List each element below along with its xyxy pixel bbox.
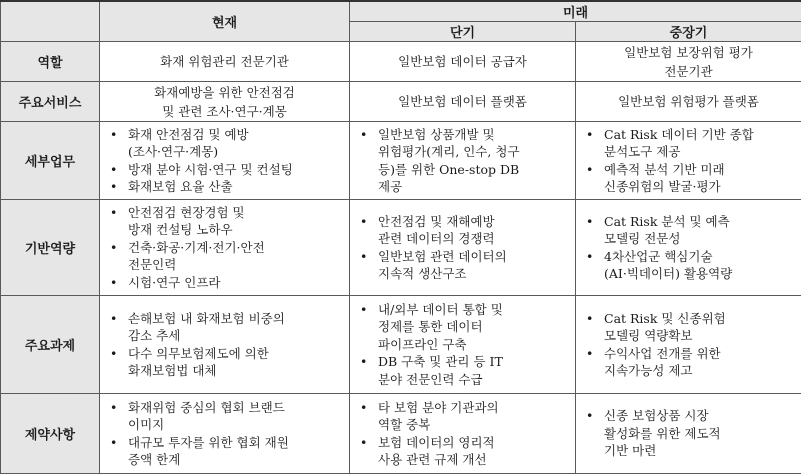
list-item: • DB 구축 및 관리 등 IT 분야 전문인력 수급 xyxy=(350,353,571,388)
header-current: 현재 xyxy=(100,1,350,42)
corner-cell xyxy=(1,1,100,42)
list-item: • 내/외부 데이터 통합 및 정제를 통한 데이터 파이프라인 구축 xyxy=(350,301,571,354)
row-label-role: 역할 xyxy=(1,42,100,82)
tasks-mid xyxy=(576,122,801,200)
table-row xyxy=(1,296,801,394)
list-item: • 시험·연구 인프라 xyxy=(100,274,345,292)
list-item: • 4차산업군 핵심기술 (AI·빅데이터) 활용역량 xyxy=(576,248,797,283)
challenges-short xyxy=(350,296,576,394)
tasks-current xyxy=(100,122,350,200)
service-short: 일반보험 데이터 플랫폼 xyxy=(350,82,576,122)
list-item: • 일반보험 관련 데이터의 지속적 생산구조 xyxy=(350,248,571,283)
row-label-tasks: 세부업무 xyxy=(1,122,100,200)
service-mid: 일반보험 위험평가 플랫폼 xyxy=(576,82,801,122)
list-item: • 안전점검 및 재해예방 관련 데이터의 경쟁력 xyxy=(350,213,571,248)
list-item: • 일반보험 상품개발 및 위험평가(계리, 인수, 청구 등)를 위한 One-stop DB 제공 xyxy=(350,126,571,196)
list-item: • Cat Risk 분석 및 예측 모델링 전문성 xyxy=(576,213,797,248)
list-item: • 안전점검 현장경험 및 방재 컨설팅 노하우 xyxy=(100,204,345,239)
list-item: • 화재보험 요율 산출 xyxy=(100,178,345,196)
list-item: • 타 보험 분야 기관과의 역할 중복 xyxy=(350,399,571,434)
constraints-current xyxy=(100,394,350,474)
challenges-mid xyxy=(576,296,801,394)
tasks-short xyxy=(350,122,576,200)
table-row xyxy=(1,82,801,122)
capability-mid xyxy=(576,200,801,296)
table-row xyxy=(1,394,801,474)
list-item: • 화재위험 중심의 협회 브랜드 이미지 xyxy=(100,399,345,434)
list-item: • Cat Risk 데이터 기반 종합 분석도구 제공 xyxy=(576,126,797,161)
list-item: • Cat Risk 및 신종위험 모델링 역량확보 xyxy=(576,310,797,345)
list-item: • 수익사업 전개를 위한 지속가능성 제고 xyxy=(576,345,797,380)
header-short-term: 단기 xyxy=(350,22,576,42)
table-row xyxy=(1,200,801,296)
table-row xyxy=(1,42,801,82)
table-row xyxy=(1,122,801,200)
service-current: 화재예방을 위한 안전점검 및 관련 조사·연구·계몽 xyxy=(100,82,350,122)
list-item: • 예측적 분석 기반 미래 신종위험의 발굴·평가 xyxy=(576,161,797,196)
role-mid: 일반보험 보장위험 평가 전문기관 xyxy=(576,42,801,82)
list-item: • 방재 분야 시험·연구 및 컨설팅 xyxy=(100,161,345,179)
role-current: 화재 위험관리 전문기관 xyxy=(100,42,350,82)
constraints-mid xyxy=(576,394,801,474)
list-item: • 대규모 투자를 위한 협회 재원 증액 한계 xyxy=(100,434,345,469)
challenges-current xyxy=(100,296,350,394)
capability-current xyxy=(100,200,350,296)
list-item: • 건축·화공·기계·전기·안전 전문인력 xyxy=(100,239,345,274)
row-label-capability: 기반역량 xyxy=(1,200,100,296)
list-item: • 보험 데이터의 영리적 사용 관련 규제 개선 xyxy=(350,434,571,469)
role-short: 일반보험 데이터 공급자 xyxy=(350,42,576,82)
header-future: 미래 xyxy=(350,1,801,22)
list-item: • 다수 의무보험제도에 의한 화재보험법 대체 xyxy=(100,345,345,380)
capability-short xyxy=(350,200,576,296)
row-label-service: 주요서비스 xyxy=(1,82,100,122)
header-mid-long-term: 중장기 xyxy=(576,22,801,42)
row-label-constraints: 제약사항 xyxy=(1,394,100,474)
row-label-challenges: 주요과제 xyxy=(1,296,100,394)
constraints-short xyxy=(350,394,576,474)
list-item: • 손해보험 내 화재보험 비중의 감소 추세 xyxy=(100,310,345,345)
list-item: • 신종 보험상품 시장 활성화를 위한 제도적 기반 마련 xyxy=(576,407,797,460)
list-item: • 화재 안전점검 및 예방 (조사·연구·계몽) xyxy=(100,126,345,161)
